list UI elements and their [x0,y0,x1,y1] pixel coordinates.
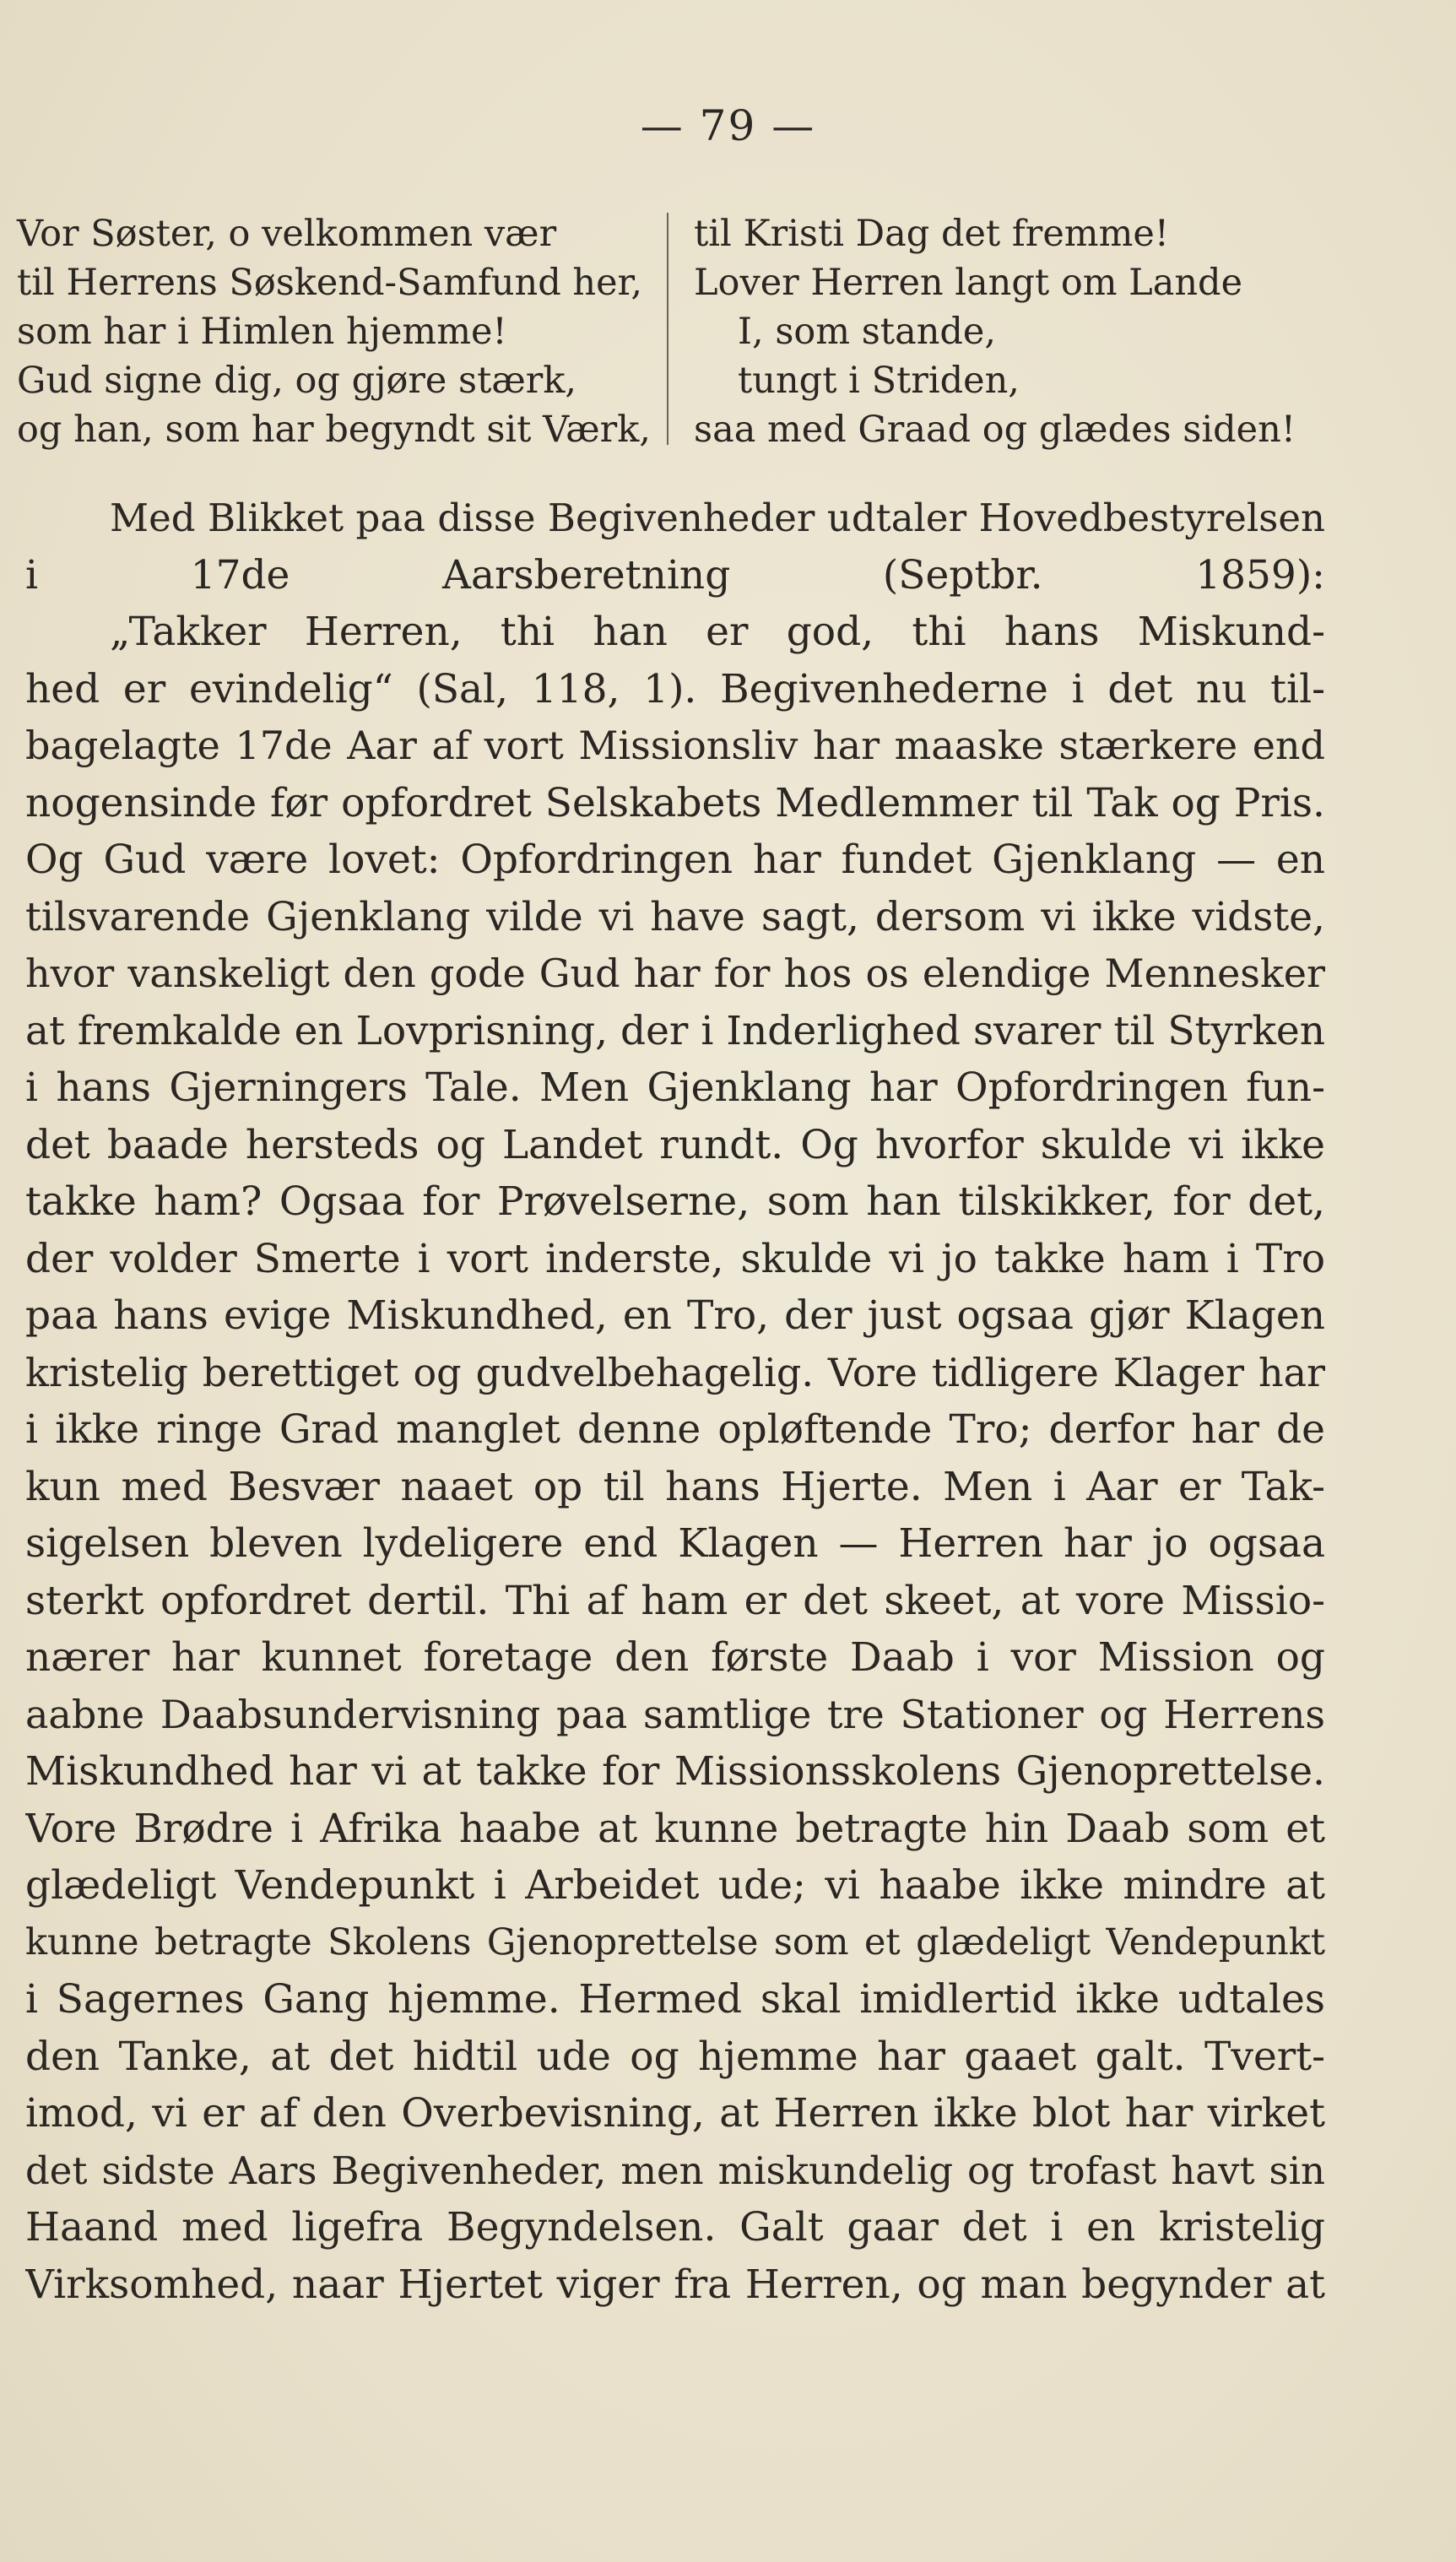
text-line: den Tanke, at det hidtil ude og hjemme har gaaet galt. Tvert- [25,2033,1325,2080]
poem-line: tungt i Striden, [738,360,1020,402]
poem-line: som har i Himlen hjemme! [17,311,507,353]
text-line: aabne Daabsundervisning paa samtlige tre Stationer og Herrens [25,1691,1325,1737]
text-line: tilsvarende Gjenklang vilde vi have sagt, dersom vi ikke vidste, [25,893,1325,940]
poem-line: Gud signe dig, og gjøre stærk, [17,360,577,402]
page-number: — 79 — [640,101,816,150]
text-line: i Sagernes Gang hjemme. Hermed skal imidlertid ikke udtales [25,1976,1325,2023]
text-line: kunne betragte Skolens Gjenoprettelse som et glædeligt Vendepunkt [25,1920,1325,1963]
text-line: nogensinde før opfordret Selskabets Medlemmer til Tak og Pris. [25,779,1325,826]
text-line: i ikke ringe Grad manglet denne opløftende Tro; derfor har de [25,1406,1325,1453]
text-line: hed er evindelig“ (Sal, 118, 1). Begivenhederne i det nu til- [25,665,1325,712]
text-line: bagelagte 17de Aar af vort Missionsliv har maaske stærkere end [25,723,1325,768]
poem-line: I, som stande, [738,311,997,353]
text-line: der volder Smerte i vort inderste, skulde vi jo takke ham i Tro [25,1235,1325,1282]
poem-line: og han, som har begyndt sit Værk, [17,409,651,451]
text-line: „Takker Herren, thi han er god, thi hans Miskund- [110,609,1325,655]
text-line: i 17de Aarsberetning (Septbr. 1859): [25,551,1325,599]
text-line: Vore Brødre i Afrika haabe at kunne betragte hin Daab som et [25,1805,1325,1852]
poem-line: saa med Graad og glædes siden! [694,409,1296,451]
poem-line: til Kristi Dag det fremme! [694,213,1170,255]
text-line: i hans Gjerningers Tale. Men Gjenklang har Opfordringen fun- [25,1064,1325,1111]
text-line: glædeligt Vendepunkt i Arbeidet ude; vi haabe ikke mindre at [25,1862,1325,1909]
text-line: Med Blikket paa disse Begivenheder udtaler Hovedbestyrelsen [110,496,1325,540]
text-line: nærer har kunnet foretage den første Daab i vor Mission og [25,1634,1325,1681]
poem-line: til Herrens Søskend-Samfund her, [17,262,643,304]
poem-line: Vor Søster, o velkommen vær [17,213,557,255]
text-line: kristelig berettiget og gudvelbehagelig. Vore tidligere Klager har [25,1349,1325,1395]
text-line: sterkt opfordret dertil. Thi af ham er det skeet, at vore Missio- [25,1577,1325,1624]
text-line: Miskundhed har vi at takke for Missionsskolens Gjenoprettelse. [25,1748,1325,1795]
text-line: Virksomhed, naar Hjertet viger fra Herren, og man begynder at [25,2261,1325,2308]
text-line: at fremkalde en Lovprisning, der i Inderlighed svarer til Styrken [25,1007,1325,1054]
prose-body [25,490,1325,2313]
poem-column-divider [667,213,668,445]
text-line: det sidste Aars Begivenheder, men miskundelig og trofast havt sin [25,2148,1325,2193]
text-line: takke ham? Ogsaa for Prøvelserne, som han tilskikker, for det, [25,1178,1325,1225]
text-line: sigelsen bleven lydeligere end Klagen — Herren har jo ogsaa [25,1520,1325,1567]
poem-right-column [694,209,1420,454]
text-line: Haand med ligefra Begyndelsen. Galt gaar det i en kristelig [25,2204,1325,2251]
text-line: hvor vanskeligt den gode Gud har for hos os elendige Mennesker [25,951,1325,996]
text-line: Og Gud være lovet: Opfordringen har fundet Gjenklang — en [25,837,1325,883]
text-line: kun med Besvær naaet op til hans Hjerte. Men i Aar er Tak- [25,1463,1325,1510]
text-line: det baade hersteds og Landet rundt. Og hvorfor skulde vi ikke [25,1121,1325,1168]
poem-line: Lover Herren langt om Lande [694,262,1243,304]
poem-left-column [17,209,651,454]
text-line: imod, vi er af den Overbevisning, at Herren ikke blot har virket [25,2090,1325,2137]
text-line: paa hans evige Miskundhed, en Tro, der just ogsaa gjør Klagen [25,1292,1325,1339]
